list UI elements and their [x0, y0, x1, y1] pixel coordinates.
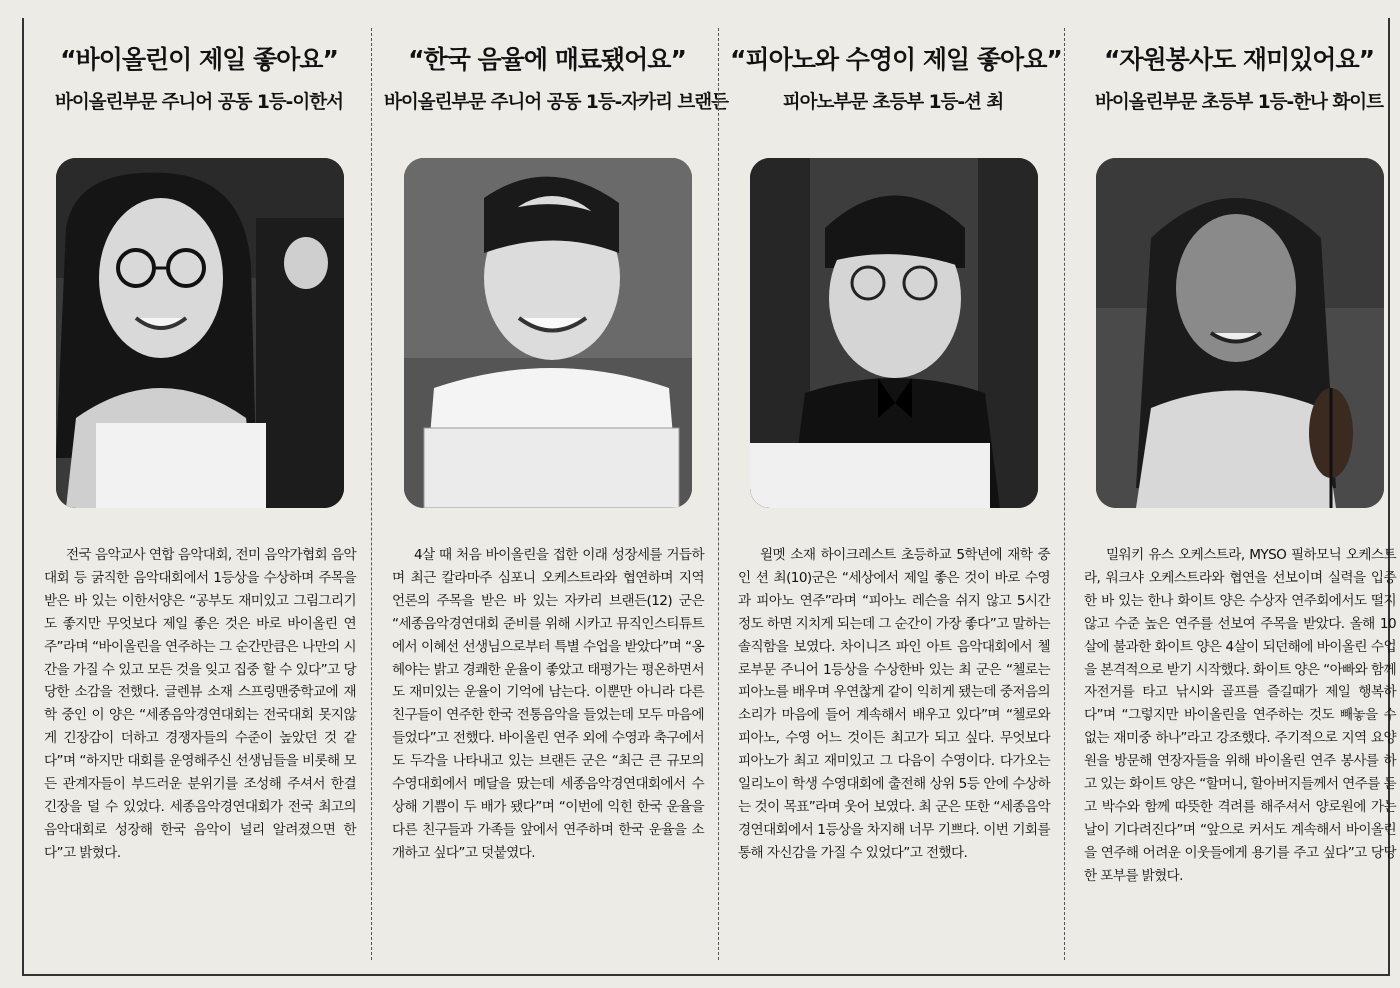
article-subhead: 바이올린부문 주니어 공동 1등-자카리 브랜든	[384, 92, 728, 113]
column-divider	[371, 28, 372, 960]
portrait-photo-lee	[56, 158, 344, 508]
article-subhead: 피아노부문 초등부 1등-션 최	[782, 92, 1004, 113]
portrait-photo-white	[1096, 158, 1384, 508]
article-body: 4살 때 처음 바이올린을 접한 이래 성장세를 거듭하며 최근 칼라마주 심포니 오케스트라와 협연하며 지역 언론의 주목을 받은 바 있는 자카리 브랜든(12) 군은 “세종음악경연대회 준비를 위해 시카고 뮤직인스티튜트에서 이혜선 선생님으로부터 특별 수업을 받았다”며 “옹헤야는 밝고 경쾌한 운율이 좋았고 태평가는 평온하면서도 재미있는 운율이 기억에 남는다. 이뿐만 아니라 다른 친구들이 연주한 한국 전통음악을 들었는데 모두 마음에 들었다”고 전했다. 바이올린 연주 외에 수영과 축구에서도 두각을 나타내고 있는 브랜든 군은 “최근 큰 규모의 수영대회에서 메달을 땄는데 세종음악경연대회에서 수상해 기쁨이 두 배가 됐다”며 “이번에 익힌 한국 운율을 다른 친구들과 가족들 앞에서 연주하며 한국 운율을 소개하고 싶다”고 덧붙였다.	[392, 547, 704, 861]
article-subhead: 바이올린부문 초등부 1등-한나 화이트	[1095, 92, 1383, 113]
column-divider	[718, 28, 719, 960]
article-body: 전국 음악교사 연합 음악대회, 전미 음악가협회 음악대회 등 굵직한 음악대회에서 1등상을 수상하며 주목을 받은 바 있는 이한서양은 “공부도 재미있고 그림그리기도 좋지만 무엇보다 제일 좋은 것은 바로 바이올린 연주”라며 “바이올린을 연주하는 그 순간만큼은 나만의 시간을 가질 수 있고 모든 것을 잊고 집중 할 수 있다”고 당당한 소감을 전했다. 글렌뷰 소재 스프링맨중학교에 재학 중인 이 양은 “세종음악경연대회는 전국대회 못지않게 긴장감이 더하고 경쟁자들의 수준이 높았던 것 같다”며 “하지만 대회를 운영해주신 선생님들을 비롯해 모든 관계자들이 부드러운 분위기를 조성해 주셔서 한결 긴장을 덜 수 있었다. 세종음악경연대회가 전국 최고의 음악대회로 성장해 한국 음악이 널리 알려졌으면 한다”고 밝혔다.	[44, 547, 356, 861]
article-4	[1076, 22, 1400, 972]
article-subhead: 바이올린부문 주니어 공동 1등-이한서	[55, 92, 343, 113]
portrait-photo-brandon	[404, 158, 692, 508]
article-2	[384, 22, 728, 972]
article-3	[730, 22, 1062, 972]
article-1	[36, 22, 362, 972]
article-headline: “한국 음율에 매료됐어요”	[408, 45, 686, 74]
column-divider	[1064, 28, 1065, 960]
portrait-photo-choi	[750, 158, 1038, 508]
article-headline: “자원봉사도 재미있어요”	[1103, 45, 1375, 74]
article-body: 윌멧 소재 하이크레스트 초등하교 5학년에 재학 중인 션 최(10)군은 “세상에서 제일 좋은 것이 바로 수영과 피아노 연주”라며 “피아노 레슨을 쉬지 않고 5시간 정도 하면 지치게 되는데 그 순간이 가장 좋다”고 말하는 솔직함을 보였다. 차이니즈 파인 아트 음악대회에서 첼로부문 주니어 1등상을 수상한바 있는 최 군은 “첼로는 피아노를 배우며 우연찮게 같이 익히게 됐는데 중저음의 소리가 마음에 들어 계속해서 배우고 있다”며 “첼로와 피아노, 수영 어느 것이든 최고가 되고 싶다. 무엇보다 피아노가 최고 재미있고 그 다음이 수영이다. 다가오는 일리노이 학생 수영대회에 출전해 상위 5등 안에 수상하는 것이 목표”라며 웃어 보였다. 최 군은 또한 “세종음악경연대회에서 1등상을 차지해 너무 기쁘다. 이번 기회를 통해 자신감을 가질 수 있었다”고 전했다.	[738, 547, 1050, 861]
article-body: 밀워키 유스 오케스트라, MYSO 필하모닉 오케스트라, 워크샤 오케스트라와 협연을 선보이며 실력을 입증한 바 있는 한나 화이트 양은 수상자 연주회에서도 떨지 않고 수준 높은 연주를 선보여 주목을 받았다. 올해 10살에 불과한 화이트 양은 4살이 되던해에 바이올린 수업을 본격적으로 받기 시작했다. 화이트 양은 “아빠와 함께 자전거를 타고 낚시와 골프를 즐길때가 제일 행복하다”며 “그렇지만 바이올린을 연주하는 것도 빼놓을 수 없는 재미중 하나”라고 강조했다. 주기적으로 지역 요양원을 방문해 연장자들을 위해 바이올린 연주 봉사를 하고 있는 화이트 양은 “할머니, 할아버지들께서 연주를 듣고 박수와 함께 따뜻한 격려를 해주셔서 양로원에 가는 날이 기다려진다”며 “앞으로 커서도 계속해서 바이올린을 연주해 어려운 이웃들에게 용기를 주고 싶다”고 당당한 포부를 밝혔다.	[1084, 547, 1396, 884]
article-headline: “바이올린이 제일 좋아요”	[60, 45, 338, 74]
article-headline: “피아노와 수영이 제일 좋아요”	[730, 45, 1062, 74]
